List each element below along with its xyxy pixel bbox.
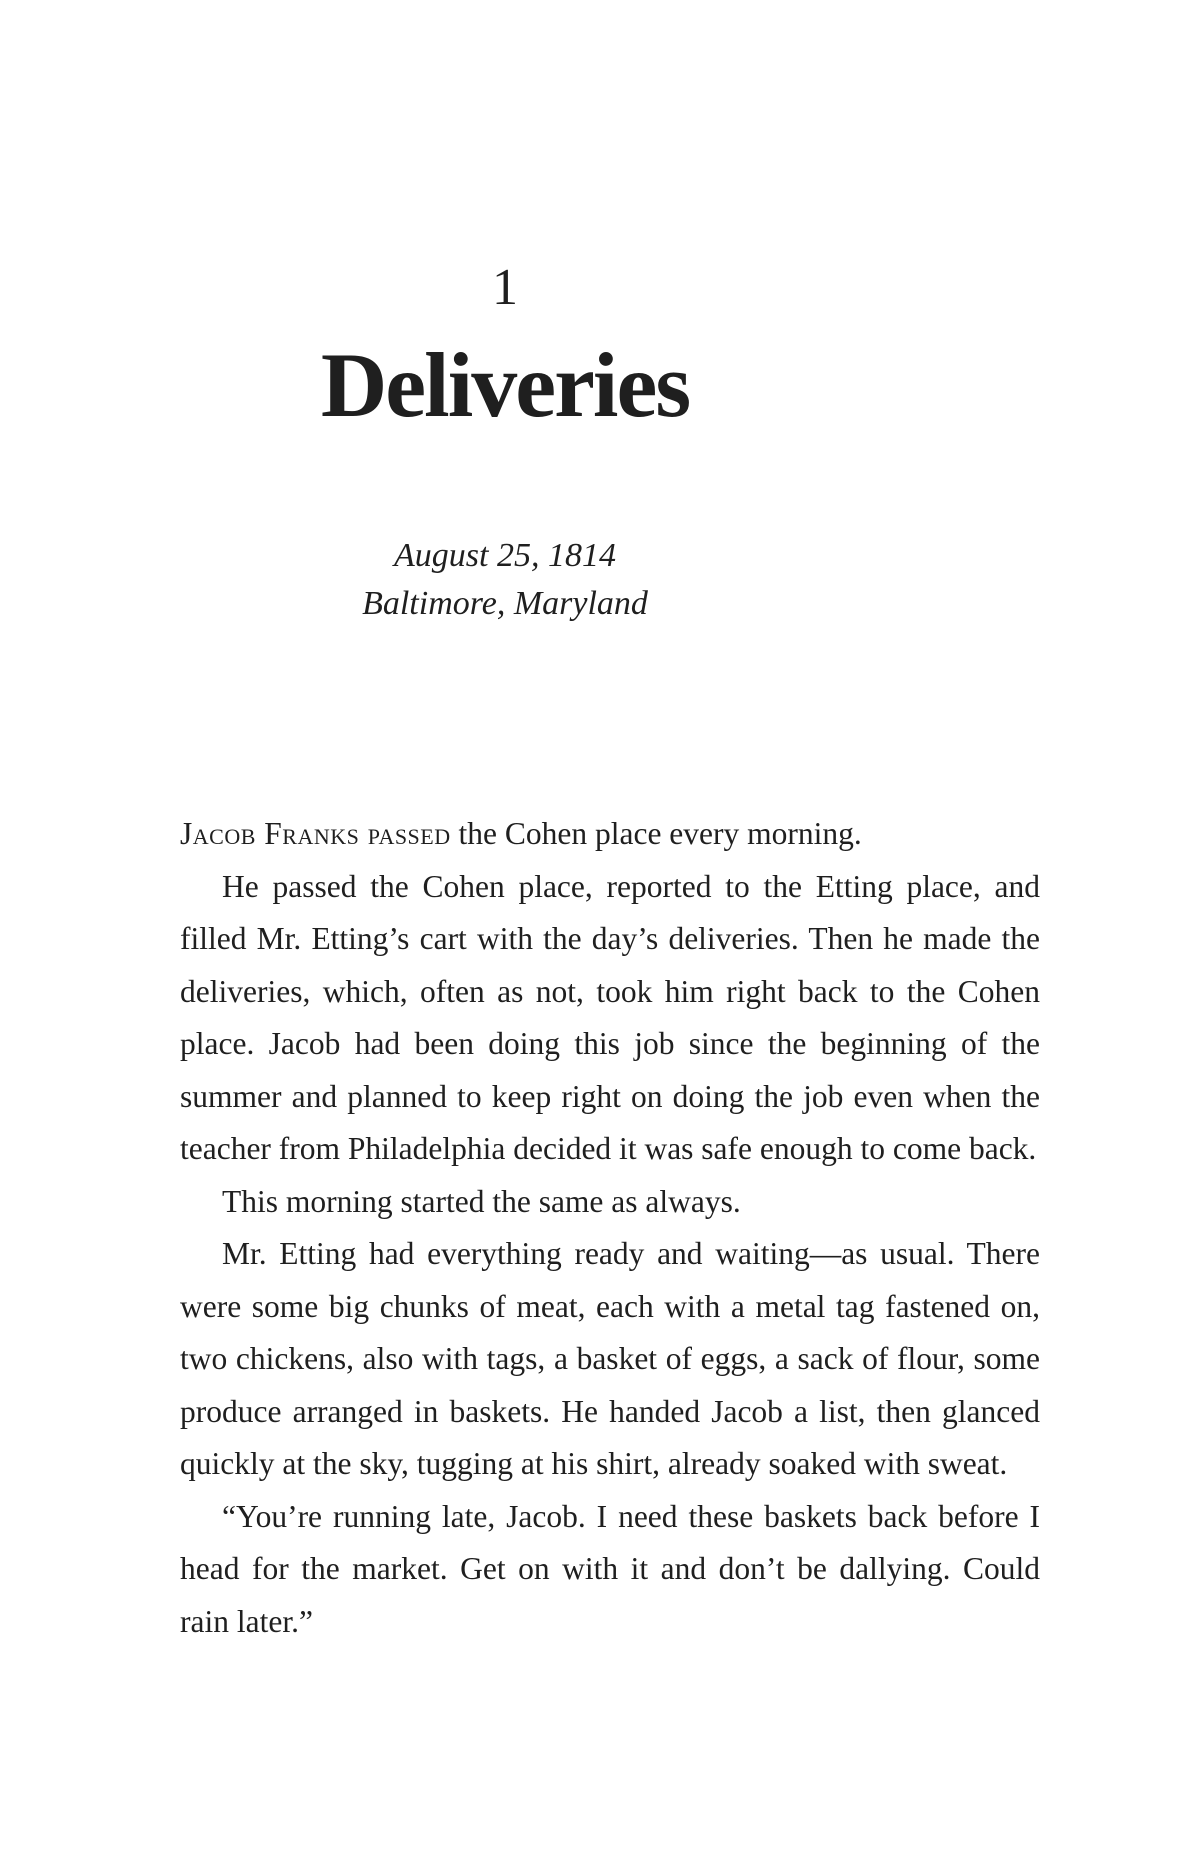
body-text	[180, 808, 1040, 1648]
opening-smallcaps: Jacob Franks passed	[180, 816, 451, 851]
dateline-date: August 25, 1814	[394, 537, 616, 574]
opening-paragraph	[180, 808, 1040, 861]
dateline	[0, 532, 1010, 628]
opening-rest: the Cohen place every morning.	[450, 816, 862, 851]
paragraph: Mr. Etting had everything ready and waiting—as usual. There were some big chunks of meat, each with a metal tag fastened on, two chickens, also with tags, a basket of eggs, a sack of flour, some produce arranged in baskets. He handed Jacob a list, then glanced quickly at the sky, tugging at his shirt, already soaked with sweat.	[180, 1236, 1040, 1481]
paragraph: This morning started the same as always.	[222, 1183, 741, 1219]
dateline-place: Baltimore, Maryland	[362, 585, 648, 622]
paragraph: “You’re running late, Jacob. I need these baskets back before I head for the market. Get on with it and don’t be dallying. Could rain later.”	[180, 1498, 1040, 1639]
chapter-title: Deliveries	[320, 334, 690, 436]
chapter-number: 1	[492, 259, 518, 316]
paragraph: He passed the Cohen place, reported to the Etting place, and filled Mr. Etting’s cart with the day’s deliveries. Then he made the deliveries, which, often as not, took him right back to the Cohen place. Jacob had been doing this job since the beginning of the summer and planned to keep right on doing the job even when the teacher from Philadelphia decided it was safe enough to come back.	[180, 868, 1040, 1166]
